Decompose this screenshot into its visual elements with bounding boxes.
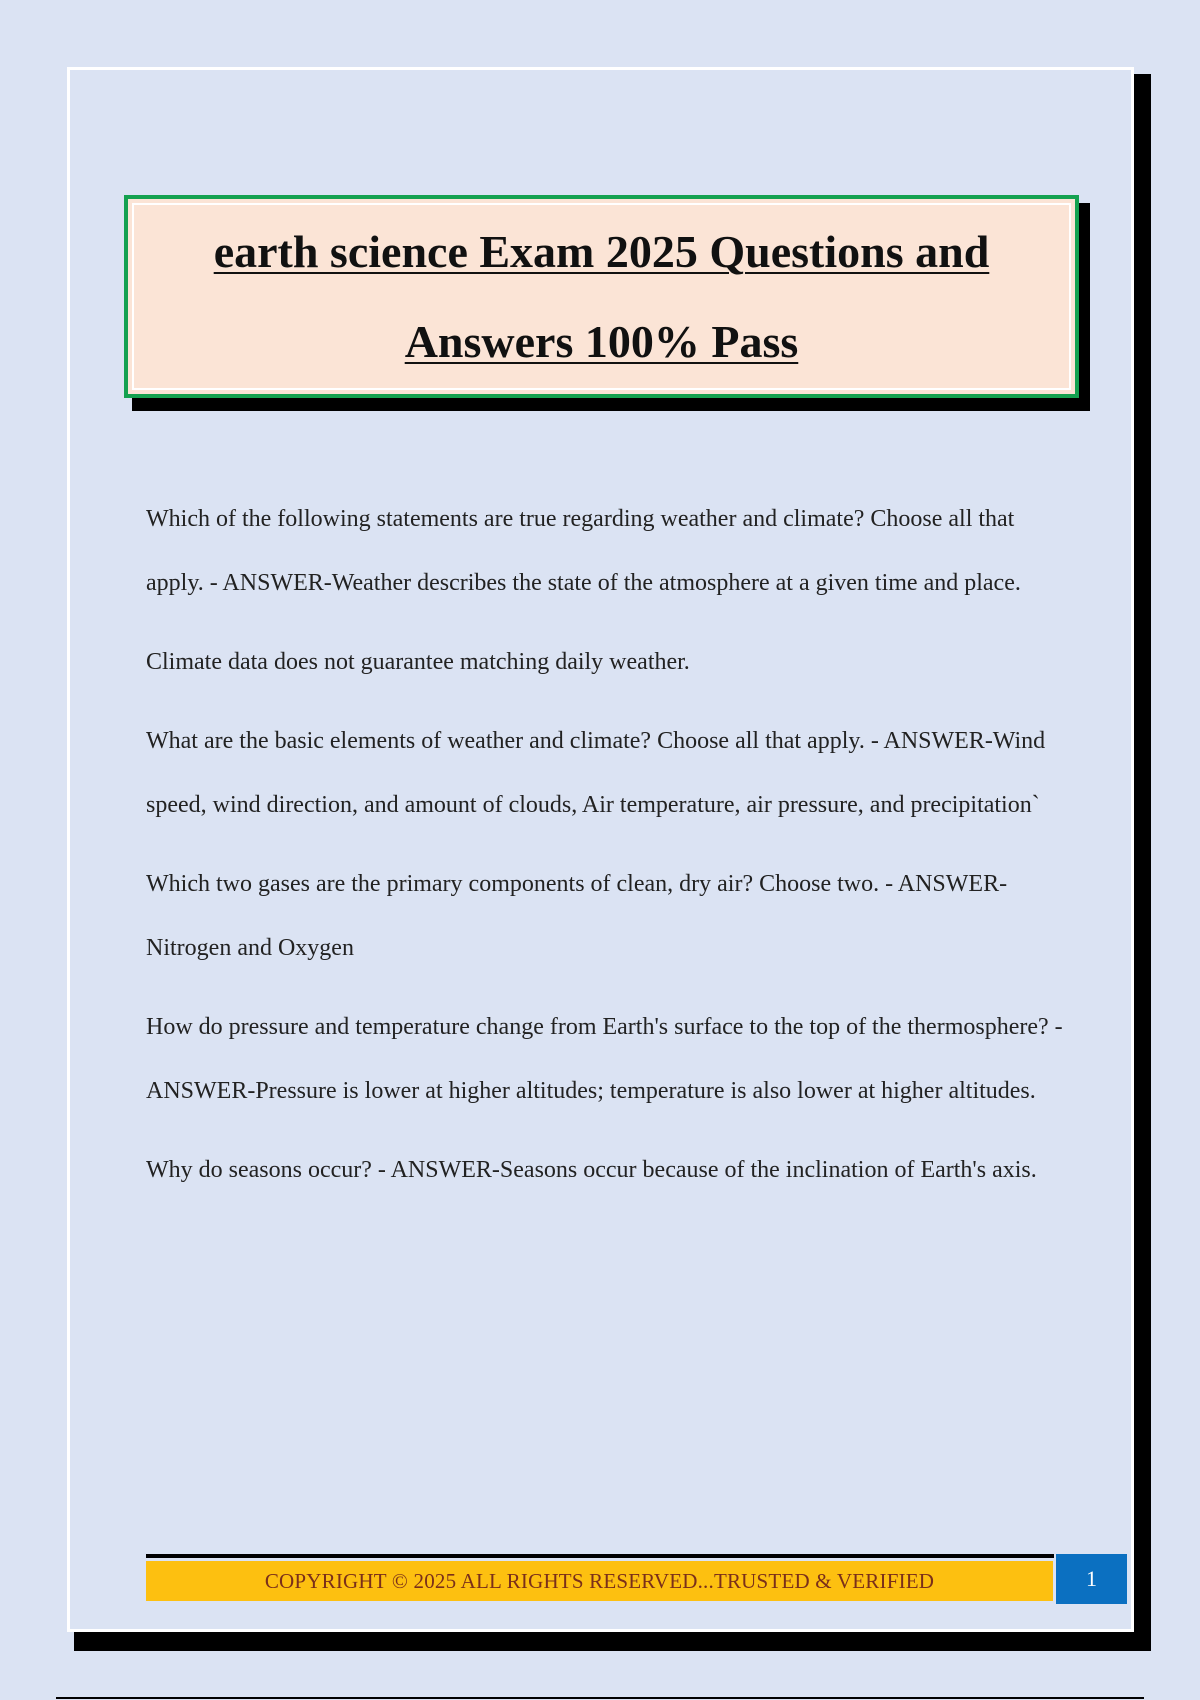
page-title	[194, 207, 1010, 387]
title-box	[124, 195, 1079, 398]
paragraph: Which of the following statements are true regarding weather and climate? Choose all that apply. - ANSWER-Weather describes the state of the atmosphere at a given time and place.	[146, 506, 1021, 596]
title-box-inner	[132, 203, 1071, 390]
document-body	[146, 487, 1076, 1217]
paragraph: Climate data does not guarantee matching daily weather.	[146, 649, 690, 675]
title-line-2: Answers 100% Pass	[404, 315, 799, 367]
page-number: 1	[1086, 1566, 1097, 1591]
paragraph: Why do seasons occur? - ANSWER-Seasons occur because of the inclination of Earth's axis.	[146, 1157, 1037, 1183]
page-number-box	[1056, 1554, 1127, 1604]
paragraph: How do pressure and temperature change from Earth's surface to the top of the thermosphere? - ANSWER-Pressure is lower at higher altitudes; temperature is also lower at higher altitudes.	[146, 1014, 1063, 1104]
title-line-1: earth science Exam 2025 Questions and	[213, 225, 990, 277]
footer-bar	[146, 1561, 1053, 1601]
bottom-rule	[56, 1697, 1144, 1699]
footer-copyright: COPYRIGHT © 2025 ALL RIGHTS RESERVED...TRUSTED & VERIFIED	[264, 1568, 935, 1593]
paragraph: What are the basic elements of weather and climate? Choose all that apply. - ANSWER-Wind speed, wind direction, and amount of clouds, Air temperature, air pressure, and precipitation`	[146, 728, 1046, 818]
footer-divider	[146, 1554, 1054, 1558]
paragraph: Which two gases are the primary components of clean, dry air? Choose two. - ANSWER-Nitrogen and Oxygen	[146, 871, 1008, 961]
